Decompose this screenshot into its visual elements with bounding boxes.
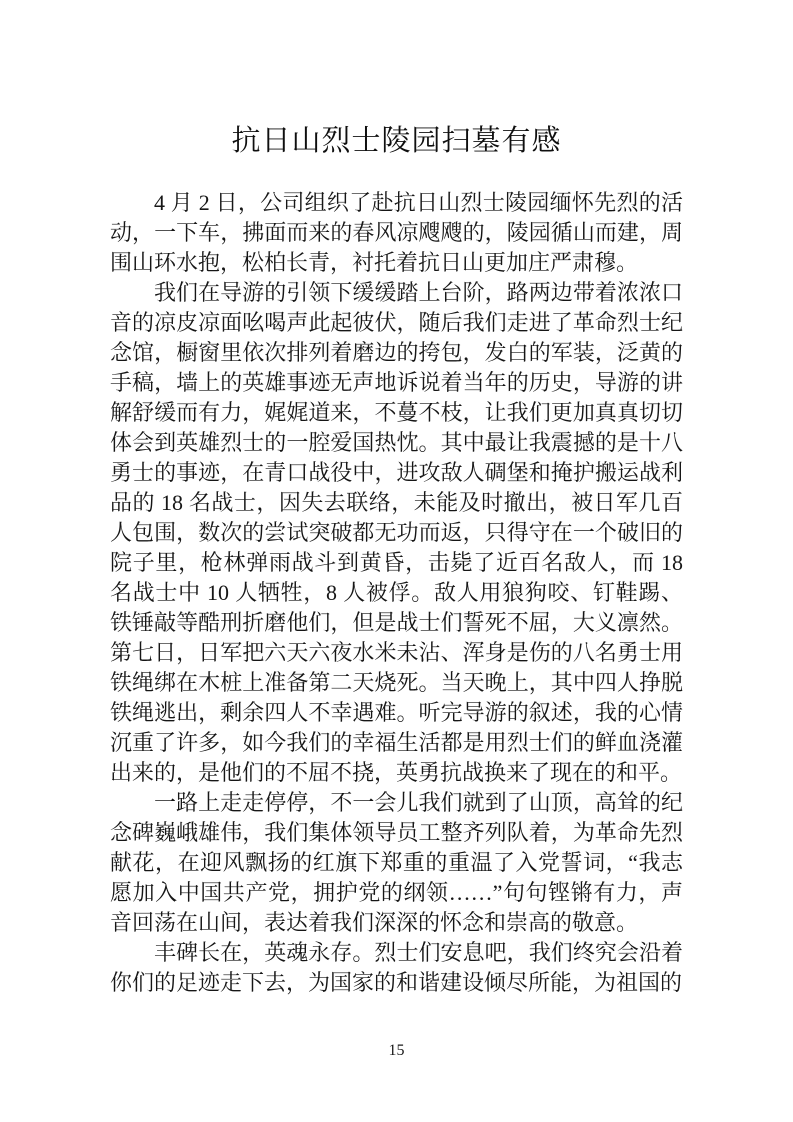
paragraph: 我们在导游的引领下缓缓踏上台阶，路两边带着浓浓口音的凉皮凉面吆喝声此起彼伏，随后我们走进了革命烈士纪念馆，橱窗里依次排列着磨边的挎包，发白的军装，泛黄的手稿，墙上的英雄事迹无声地诉说着当年的历史，导游的讲解舒缓而有力，娓娓道来，不蔓不枝，让我们更加真真切切体会到英雄烈士的一腔爱国热忱。其中最让我震撼的是十八勇士的事迹，在青口战役中，进攻敌人碉堡和掩护搬运战利品的 18 名战士，因失去联络，未能及时撤出，被日军几百人包围，数次的尝试突破都无功而返，只得守在一个破旧的院子里，枪林弹雨战斗到黄昏，击毙了近百名敌人，而 18 名战士中 10 人牺牲，8 人被俘。敌人用狼狗咬、钉鞋踢、铁锤敲等酷刑折磨他们，但是战士们誓死不屈，大义凛然。第七日，日军把六天六夜水米未沾、浑身是伤的八名勇士用铁绳绑在木桩上准备第二天烧死。当天晚上，其中四人挣脱铁绳逃出，剩余四人不幸遇难。听完导游的叙述，我的心情沉重了许多，如今我们的幸福生活都是用烈士们的鲜血浇灌出来的，是他们的不屈不挠，英勇抗战换来了现在的和平。 [110,280,683,785]
paragraph: 丰碑长在，英魂永存。烈士们安息吧，我们终究会沿着你们的足迹走下去，为国家的和谐建设倾尽所能，为祖国的 [110,940,683,995]
paragraph: 4 月 2 日，公司组织了赴抗日山烈士陵园缅怀先烈的活动，一下车，拂面而来的春风凉飕飕的，陵园循山而建，周围山环水抱，松柏长青，衬托着抗日山更加庄严肃穆。 [110,190,683,275]
document-body [110,188,683,998]
paragraph: 一路上走走停停，不一会儿我们就到了山顶，高耸的纪念碑巍峨雄伟，我们集体领导员工整齐列队着，为革命先烈献花，在迎风飘扬的红旗下郑重的重温了入党誓词，“我志愿加入中国共产党，拥护党的纲领……”句句铿锵有力，声音回荡在山间，表达着我们深深的怀念和崇高的敬意。 [110,790,683,935]
page-number: 15 [388,1042,405,1059]
document-title: 抗日山烈士陵园扫墓有感 [231,125,562,157]
